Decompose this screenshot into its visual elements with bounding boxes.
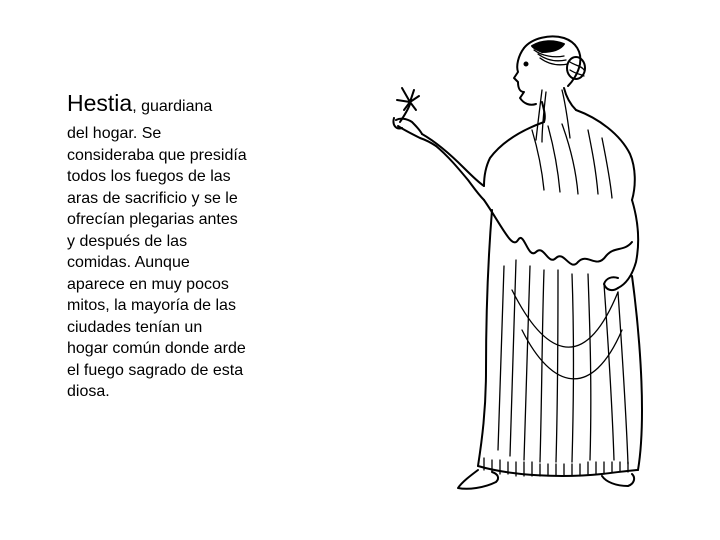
hestia-goddess-figure-icon [392,30,662,500]
heading-line [67,90,282,117]
body-text: del hogar. Se consideraba que presidía todos los fuegos de las aras de sacrificio y se le ofrecían plegarias antes y después de las comidas. Aunque aparece en muy pocos mitos, la mayoría de las ciudades tenían un hogar común donde arde el fuego sagrado de esta diosa. [67,125,247,400]
slide-title: Hestia [67,90,133,116]
title-continuation: , guardiana [132,98,213,115]
text-block [67,90,282,403]
